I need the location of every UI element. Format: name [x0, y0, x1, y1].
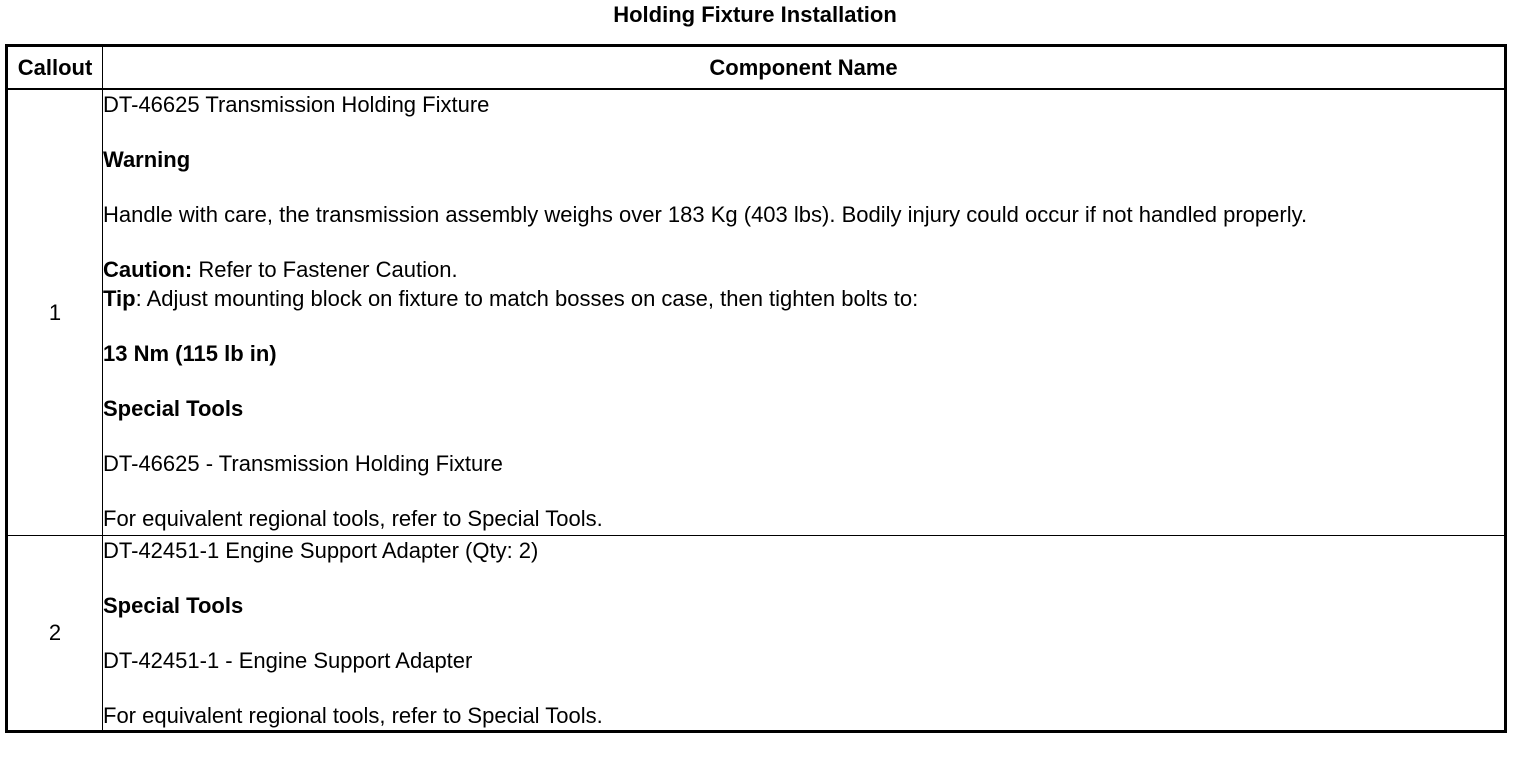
callout-table [5, 44, 1507, 733]
table-row [7, 536, 1506, 732]
header-component-name: Component Name [103, 46, 1506, 90]
warning-text: Handle with care, the transmission assembly weighs over 183 Kg (403 lbs). Bodily injury could occur if not handled properly. [103, 202, 1308, 227]
caution-label: Caution: [103, 257, 193, 282]
callout-number: 2 [7, 536, 103, 732]
component-name: DT-42451-1 Engine Support Adapter (Qty: 2) [103, 538, 539, 563]
header-callout: Callout [7, 46, 103, 90]
table-header-row [7, 46, 1506, 90]
regional-tools-note: For equivalent regional tools, refer to Special Tools. [103, 703, 603, 728]
caution-line [103, 255, 1504, 284]
component-cell [103, 89, 1506, 536]
callout-number: 1 [7, 89, 103, 536]
special-tool-item: DT-46625 - Transmission Holding Fixture [103, 451, 503, 476]
warning-heading: Warning [103, 147, 191, 172]
tip-label: Tip [103, 286, 136, 311]
component-name: DT-46625 Transmission Holding Fixture [103, 92, 490, 117]
tip-text: : Adjust mounting block on fixture to match bosses on case, then tighten bolts to: [135, 286, 919, 311]
special-tools-heading: Special Tools [103, 593, 244, 618]
table-row [7, 89, 1506, 536]
component-cell [103, 536, 1506, 732]
caution-text: Refer to Fastener Caution. [192, 257, 458, 282]
torque-spec: 13 Nm (115 lb in) [103, 341, 277, 366]
special-tools-heading: Special Tools [103, 396, 244, 421]
tip-line [103, 284, 1504, 313]
regional-tools-note: For equivalent regional tools, refer to Special Tools. [103, 506, 603, 531]
page-title: Holding Fixture Installation [613, 2, 897, 27]
special-tool-item: DT-42451-1 - Engine Support Adapter [103, 648, 473, 673]
